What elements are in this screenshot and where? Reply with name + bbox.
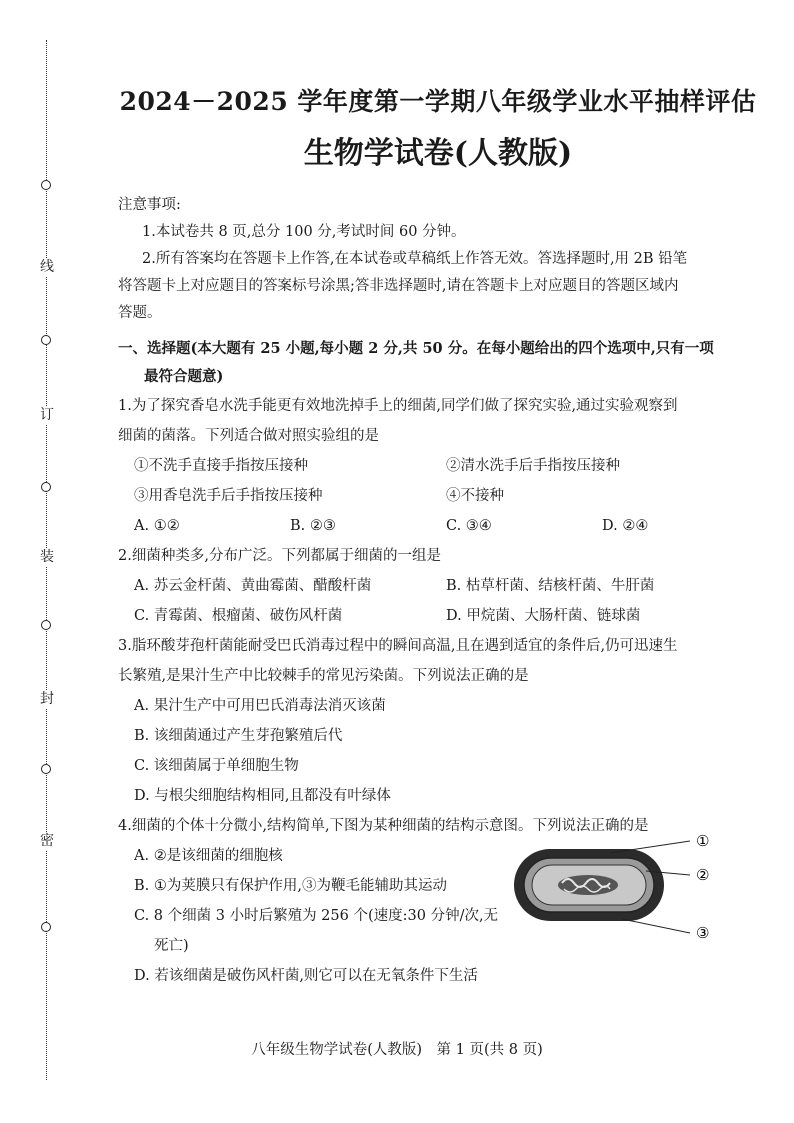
margin-circle (41, 335, 51, 345)
label-2: ② (696, 866, 710, 884)
q1-option-d: D. ②④ (602, 518, 649, 534)
q3-option-a: A. 果汁生产中可用巴氏消毒法消灭该菌 (134, 698, 386, 714)
section-1-line-1: 一、选择题(本大题有 25 小题,每小题 2 分,共 50 分。在每小题给出的四个选项中,只有一项 (118, 340, 714, 357)
q2-stem: 2.细菌种类多,分布广泛。下列都属于细菌的一组是 (118, 548, 441, 564)
margin-circle (41, 620, 51, 630)
q2-option-b: B. 枯草杆菌、结核杆菌、牛肝菌 (446, 578, 655, 594)
question-3 (118, 631, 758, 811)
q3-stem-line-1: 3.脂环酸芽孢杆菌能耐受巴氏消毒过程中的瞬间高温,且在遇到适宜的条件后,仍可迅速生 (118, 638, 678, 654)
label-1: ① (696, 832, 710, 850)
q1-statement-2: ②清水洗手后手指按压接种 (446, 458, 620, 474)
margin-label-mi: 密 (40, 833, 54, 849)
q4-options (118, 841, 518, 991)
q1-statement-3: ③用香皂洗手后手指按压接种 (134, 488, 323, 504)
q1-statement-4: ④不接种 (446, 488, 504, 504)
margin-circle (41, 482, 51, 492)
margin-circle (41, 764, 51, 774)
exam-subtitle: 生物学试卷(人教版) (303, 136, 573, 171)
question-1 (118, 391, 758, 541)
q2-options-row-2 (118, 601, 758, 631)
label-3: ③ (696, 924, 710, 941)
section-1-heading (118, 335, 758, 391)
notes-heading: 注意事项: (118, 197, 181, 213)
q3-option-b: B. 该细菌通过产生芽孢繁殖后代 (134, 728, 343, 744)
q1-options (118, 511, 758, 541)
q4-option-a: A. ②是该细菌的细胞核 (134, 848, 283, 864)
q3-option-c: C. 该细菌属于单细胞生物 (134, 758, 299, 774)
notes-item-2-line-2: 将答题卡上对应题目的答案标号涂黑;答非选择题时,请在答题卡上对应题目的答题区域内 (118, 278, 679, 294)
q2-option-c: C. 青霉菌、根瘤菌、破伤风杆菌 (134, 608, 343, 624)
q4-option-c-line-1: C. 8 个细菌 3 小时后繁殖为 256 个(速度:30 分钟/次,无 (134, 908, 499, 924)
question-2 (118, 541, 758, 631)
exam-content (118, 82, 758, 991)
q4-stem: 4.细菌的个体十分微小,结构简单,下图为某种细菌的结构示意图。下列说法正确的是 (118, 818, 649, 834)
bacteria-structure-diagram (510, 829, 728, 941)
notes-item-1: 1.本试卷共 8 页,总分 100 分,考试时间 60 分钟。 (142, 224, 466, 240)
q1-stem-line-1: 1.为了探究香皂水洗手能更有效地洗掉手上的细菌,同学们做了探究实验,通过实验观察到 (118, 398, 678, 414)
q1-stem-line-2: 细菌的菌落。下列适合做对照实验组的是 (118, 428, 379, 444)
margin-label-feng: 封 (40, 691, 54, 707)
q1-statement-1: ①不洗手直接手指按压接种 (134, 458, 308, 474)
notes-item-2-line-1: 2.所有答案均在答题卡上作答,在本试卷或草稿纸上作答无效。答选择题时,用 2B 铅笔 (142, 251, 688, 267)
margin-label-ding: 订 (40, 407, 54, 423)
question-4 (118, 811, 758, 991)
leader-line-1 (610, 841, 690, 853)
q1-statements-row-1 (118, 451, 758, 481)
page-footer: 八年级生物学试卷(人教版) 第 1 页(共 8 页) (251, 1042, 543, 1058)
q1-option-b: B. ②③ (290, 518, 336, 534)
margin-label-zhuang: 装 (40, 549, 54, 565)
q4-option-d: D. 若该细菌是破伤风杆菌,则它可以在无氧条件下生活 (134, 968, 478, 984)
exam-notes (118, 192, 758, 327)
q2-options-row-1 (118, 571, 758, 601)
q4-option-c-line-2: 死亡) (154, 938, 189, 954)
q1-option-a: A. ①② (134, 518, 180, 534)
margin-circle (41, 180, 51, 190)
q2-option-d: D. 甲烷菌、大肠杆菌、链球菌 (446, 608, 641, 624)
leader-line-3 (622, 919, 690, 933)
q4-option-b: B. ①为荚膜只有保护作用,③为鞭毛能辅助其运动 (134, 878, 447, 894)
q1-statements-row-2 (118, 481, 758, 511)
exam-title: 2024－2025 学年度第一学期八年级学业水平抽样评估 (119, 87, 757, 116)
section-1-line-2: 最符合题意) (144, 368, 224, 385)
margin-circle (41, 922, 51, 932)
q1-option-c: C. ③④ (446, 518, 492, 534)
q3-stem-line-2: 长繁殖,是果汁生产中比较棘手的常见污染菌。下列说法正确的是 (118, 668, 529, 684)
q3-option-d: D. 与根尖细胞结构相同,且都没有叶绿体 (134, 788, 391, 804)
notes-item-2-line-3: 答题。 (118, 305, 162, 321)
q2-option-a: A. 苏云金杆菌、黄曲霉菌、醋酸杆菌 (134, 578, 372, 594)
margin-label-xian: 线 (40, 259, 54, 275)
